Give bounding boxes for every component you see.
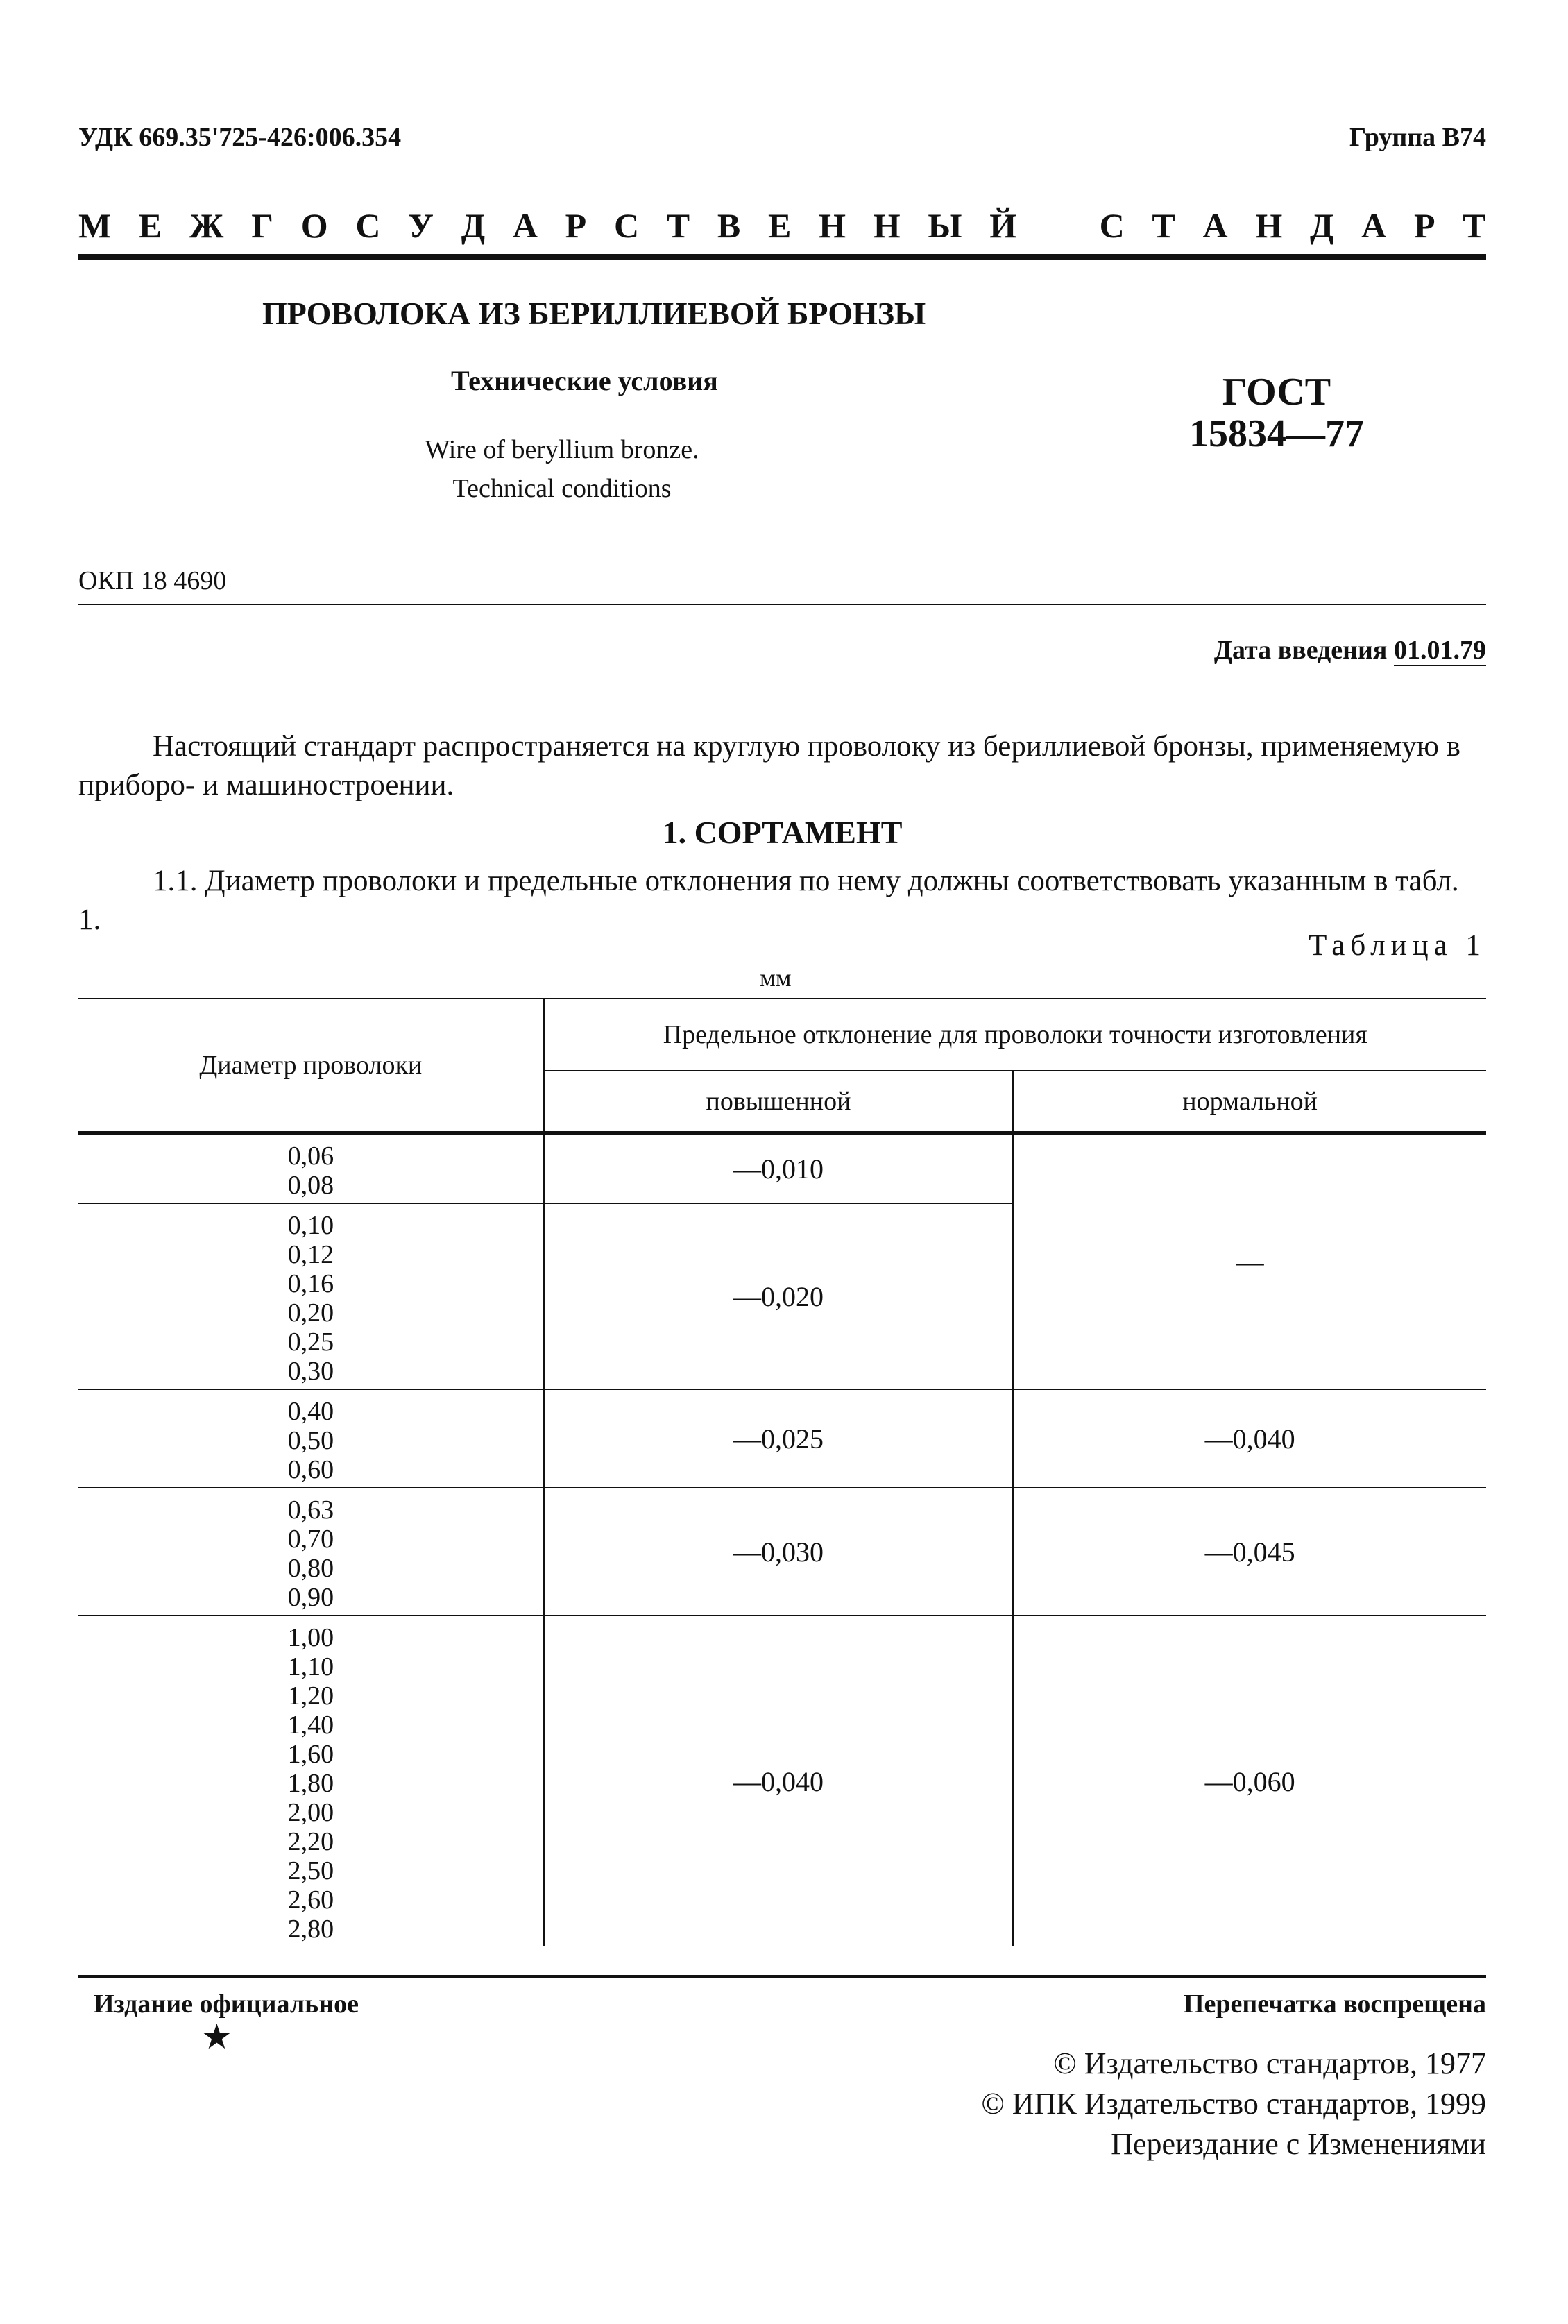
banner-letter: О xyxy=(300,206,328,245)
document-title: ПРОВОЛОКА ИЗ БЕРИЛЛИЕВОЙ БРОНЗЫ xyxy=(262,296,926,331)
table-row xyxy=(78,1488,1486,1615)
banner-letter: С xyxy=(1099,206,1125,245)
intro-text: Настоящий стандарт распространяется на круглую проволоку из бериллиевой бронзы, применяемую в приборо- и машиностроении. xyxy=(78,730,1460,801)
gost-number: 15834—77 xyxy=(1189,412,1364,455)
diameter-cell xyxy=(78,1133,544,1204)
banner-letter: В xyxy=(717,206,741,245)
diameter-value: 2,50 xyxy=(287,1856,334,1885)
table-unit: мм xyxy=(760,964,792,992)
banner-letter: М xyxy=(78,206,112,245)
banner-letter: Ы xyxy=(928,206,962,245)
diameter-value: 1,40 xyxy=(287,1711,334,1740)
copyright-block xyxy=(981,2044,1486,2164)
normal-precision-tolerance: —0,040 xyxy=(1013,1389,1486,1488)
banner-letter: Е xyxy=(138,206,162,245)
english-title-line1: Wire of beryllium bronze. xyxy=(425,435,699,464)
table-body xyxy=(78,1133,1486,1947)
table-row xyxy=(78,1133,1486,1204)
document-subtitle: Технические условия xyxy=(451,365,718,396)
header-high-precision: повышенной xyxy=(544,1071,1014,1133)
diameter-value: 2,60 xyxy=(287,1885,334,1915)
udk-code: УДК 669.35'725-426:006.354 xyxy=(78,123,402,152)
diameter-value: 1,20 xyxy=(287,1681,334,1711)
diameter-value: 2,80 xyxy=(287,1915,334,1944)
diameter-value: 1,00 xyxy=(287,1623,334,1652)
tolerance-table xyxy=(78,998,1486,1946)
diameter-value: 2,00 xyxy=(287,1798,334,1827)
standard-banner xyxy=(78,201,1486,250)
diameter-value: 0,80 xyxy=(287,1554,334,1583)
banner-letter: Д xyxy=(461,206,486,245)
high-precision-tolerance: —0,025 xyxy=(544,1389,1014,1488)
banner-letter: Й xyxy=(989,206,1017,245)
diameter-value: 0,16 xyxy=(287,1269,334,1298)
diameter-value: 0,50 xyxy=(287,1426,334,1455)
banner-letter: С xyxy=(613,206,640,245)
diameter-value: 0,40 xyxy=(287,1397,334,1426)
diameter-value: 0,63 xyxy=(287,1495,334,1525)
copyright-line2: © ИПК Издательство стандартов, 1999 xyxy=(981,2087,1486,2121)
diameter-cell xyxy=(78,1389,544,1488)
diameter-value: 1,80 xyxy=(287,1769,334,1798)
english-title-line2: Technical conditions xyxy=(452,474,672,503)
copyright-line1: © Издательство стандартов, 1977 xyxy=(1053,2046,1486,2080)
footer-rule xyxy=(78,1975,1486,1978)
diameter-cell xyxy=(78,1488,544,1615)
clause-paragraph xyxy=(78,862,1486,940)
banner-letter: Т xyxy=(1463,206,1486,245)
okp-code: ОКП 18 4690 xyxy=(78,566,227,595)
date-value: 01.01.79 xyxy=(1394,636,1486,665)
banner-letter: У xyxy=(408,206,434,245)
banner-letter: А xyxy=(512,206,538,245)
diameter-value: 0,10 xyxy=(287,1211,334,1240)
banner-letter: А xyxy=(1202,206,1228,245)
official-edition: Издание официальное xyxy=(94,1990,359,2019)
header-diameter: Диаметр проволоки xyxy=(78,999,544,1133)
diameter-value: 0,12 xyxy=(287,1240,334,1269)
banner-letter: Р xyxy=(565,206,587,245)
diameter-value: 0,25 xyxy=(287,1328,334,1357)
english-title xyxy=(333,430,791,508)
banner-letter: Т xyxy=(666,206,690,245)
okp-rule xyxy=(78,604,1486,605)
table-row xyxy=(78,1389,1486,1488)
header-tolerance-group: Предельное отклонение для проволоки точности изготовления xyxy=(544,999,1486,1071)
normal-precision-tolerance: —0,060 xyxy=(1013,1615,1486,1946)
normal-precision-tolerance: —0,045 xyxy=(1013,1488,1486,1615)
banner-letter: Ж xyxy=(189,206,224,245)
gost-designation xyxy=(1179,371,1374,455)
clause-text: 1.1. Диаметр проволоки и предельные отклонения по нему должны соответствовать указанным в табл. 1. xyxy=(78,865,1459,936)
effective-date xyxy=(1214,635,1486,665)
normal-precision-tolerance: — xyxy=(1013,1133,1486,1390)
table-label: Таблица 1 xyxy=(1309,929,1486,962)
reprint-notice: Перепечатка воспрещена xyxy=(1183,1990,1486,2019)
diameter-value: 0,30 xyxy=(287,1357,334,1386)
header-normal-precision: нормальной xyxy=(1013,1071,1486,1133)
diameter-value: 1,10 xyxy=(287,1652,334,1681)
banner-letter: Н xyxy=(1255,206,1283,245)
diameter-cell xyxy=(78,1203,544,1389)
banner-letter: Н xyxy=(819,206,846,245)
diameter-value: 0,08 xyxy=(287,1171,334,1200)
banner-letter: А xyxy=(1361,206,1387,245)
diameter-value: 0,20 xyxy=(287,1298,334,1328)
table-row xyxy=(78,1615,1486,1946)
banner-letter: Р xyxy=(1413,206,1435,245)
group-code: Группа В74 xyxy=(1349,123,1486,152)
diameter-value: 0,90 xyxy=(287,1583,334,1612)
high-precision-tolerance: —0,010 xyxy=(544,1133,1014,1204)
banner-letter: Г xyxy=(251,206,274,245)
banner-rule xyxy=(78,254,1486,260)
banner-letter: Н xyxy=(873,206,901,245)
banner-letter: Т xyxy=(1152,206,1175,245)
diameter-value: 0,60 xyxy=(287,1455,334,1484)
diameter-cell xyxy=(78,1615,544,1946)
banner-letter: Е xyxy=(767,206,792,245)
diameter-value: 0,06 xyxy=(287,1142,334,1171)
banner-letter: С xyxy=(355,206,381,245)
gost-label: ГОСТ xyxy=(1222,371,1331,414)
banner-letter: Д xyxy=(1310,206,1334,245)
diameter-value: 2,20 xyxy=(287,1827,334,1856)
star-icon: ★ xyxy=(201,2017,232,2056)
section-title: 1. СОРТАМЕНТ xyxy=(662,815,903,850)
high-precision-tolerance: —0,030 xyxy=(544,1488,1014,1615)
diameter-value: 0,70 xyxy=(287,1525,334,1554)
diameter-value: 1,60 xyxy=(287,1740,334,1769)
high-precision-tolerance: —0,040 xyxy=(544,1615,1014,1946)
high-precision-tolerance: —0,020 xyxy=(544,1203,1014,1389)
reissue-line: Переиздание с Изменениями xyxy=(1111,2127,1486,2161)
date-label: Дата введения xyxy=(1213,636,1394,665)
intro-paragraph xyxy=(78,727,1486,805)
